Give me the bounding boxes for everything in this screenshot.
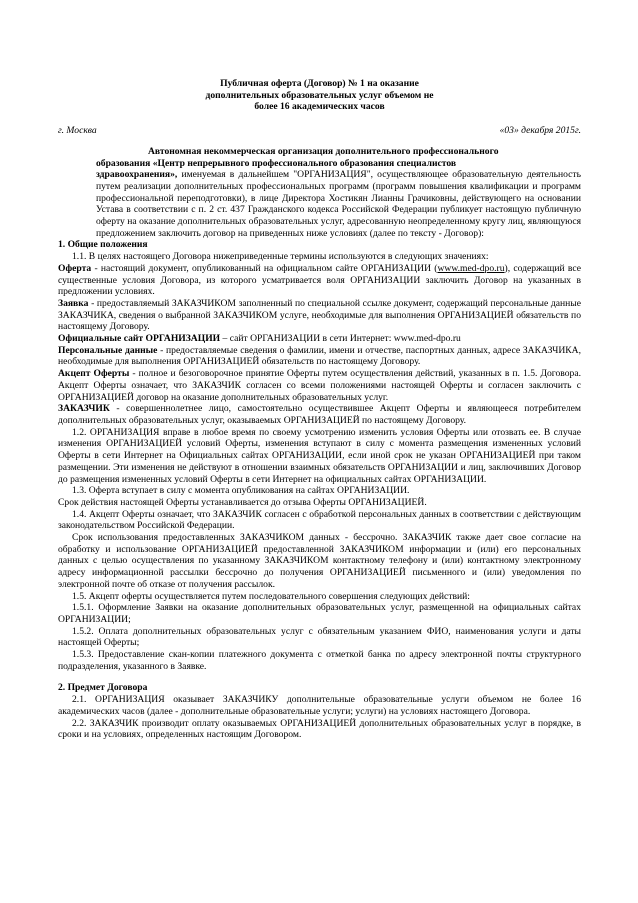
definition-text: - предоставляемые сведения о фамилии, имени и отчестве, паспортных данных, адресе ЗАКАЗЧИКА, необходимые для выполнения ОРГАНИЗАЦИЕЙ обязательств по настоящему Договору.	[58, 344, 581, 368]
definition-personal-data	[58, 345, 581, 368]
term: Оферта	[58, 262, 92, 274]
paragraph-1-4b: Срок использования предоставленных ЗАКАЗЧИКОМ данных - бессрочно. ЗАКАЗЧИК также дает свое согласие на обработку и использование ОРГАНИЗАЦИЕЙ предоставленной ЗАКАЗЧИКОМ информации и (или) его персональных данных с целью осуществления по указанному ЗАКАЗЧИКОМ контактному телефону и (или) контактному электронному адресу информационной рассылки бессрочно до получения ОРГАНИЗАЦИЕЙ письменного и (или) уведомления по электронной почте об отказе от получения рассылок.	[58, 532, 581, 590]
title-line: дополнительных образовательных услуг объемом не	[205, 89, 434, 101]
paragraph-1-5-1: 1.5.1. Оформление Заявки на оказание дополнительных образовательных услуг, размещенной на официальных сайтах ОРГАНИЗАЦИИ;	[58, 602, 581, 625]
paragraph-1-5: 1.5. Акцепт оферты осуществляется путем последовательного совершения следующих действий:	[72, 590, 470, 602]
definition-text: - совершеннолетнее лицо, самостоятельно осуществившее Акцепт Оферты и являющееся потребителем дополнительных образовательных услуг, оказываемых ОРГАНИЗАЦИЕЙ по настоящему Договору.	[58, 403, 581, 426]
paragraph-1-3b: Срок действия настоящей Оферты устанавливается до отзыва Оферты ОРГАНИЗАЦИЕЙ.	[58, 496, 427, 508]
term: ЗАКАЗЧИК	[58, 403, 110, 415]
paragraph-1-3: 1.3. Оферта вступает в силу с момента опубликования на сайтах ОРГАНИЗАЦИИ.	[72, 485, 410, 497]
term: Заявка	[58, 297, 89, 309]
document-title	[180, 78, 460, 113]
section-heading: 1. Общие положения	[58, 239, 148, 251]
section-1	[58, 239, 581, 672]
section-heading: 2. Предмет Договора	[58, 682, 148, 694]
definition-text: - предоставляемый ЗАКАЗЧИКОМ заполненный по специальной ссылке документ, содержащий персональные данные ЗАКАЗЧИКА, сведения о выбранной ЗАКАЗЧИКОМ услуге, необходимые для выполнения ОРГАНИЗАЦИЕЙ обязательств по настоящему Договору.	[58, 297, 581, 333]
site-link[interactable]: www.med-dpo.ru	[393, 333, 461, 345]
preamble-org-line: Автономная некоммерческая организация дополнительного профессионального	[148, 145, 499, 157]
paragraph-2-2: 2.2. ЗАКАЗЧИК производит оплату оказываемых ОРГАНИЗАЦИЕЙ дополнительных образовательных услуг в порядке, в сроки и на условиях, определенных настоящим Договором.	[58, 717, 581, 741]
term: Акцепт Оферты	[58, 368, 130, 380]
definition-accept	[58, 368, 581, 403]
paragraph-1-4: 1.4. Акцепт Оферты означает, что ЗАКАЗЧИК согласен с обработкой персональных данных в соответствии с действующим законодательством Российской Федерации.	[58, 508, 581, 532]
definition-zayavka	[58, 298, 581, 333]
preamble-org-line: образования «Центр непрерывного профессионального образования специалистов	[96, 157, 457, 169]
definition-text: – сайт ОРГАНИЗАЦИИ в сети Интернет:	[220, 333, 394, 345]
preamble-body	[96, 169, 581, 239]
city: г. Москва	[58, 125, 97, 137]
definition-text: ), содержащий все существенные условия Договора, из которого усматривается воля ОРГАНИЗАЦИИ заключить Договор на указанных в предложении условиях.	[58, 262, 581, 298]
definition-oferta	[58, 263, 581, 298]
site-link[interactable]: www.med-dpo.ru	[437, 262, 505, 274]
paragraph-2-1: 2.1. ОРГАНИЗАЦИЯ оказывает ЗАКАЗЧИКУ дополнительные образовательные услуги объемом не более 16 академических часов (далее - дополнительные образовательные услуги; услуги) на условиях настоящего Договора.	[58, 694, 581, 717]
definition-site	[58, 333, 581, 345]
paragraph-1-1: 1.1. В целях настоящего Договора нижеприведенные термины используются в следующих значениях:	[72, 251, 489, 263]
section-gap	[58, 672, 581, 682]
title-line: Публичная оферта (Договор) № 1 на оказание	[220, 78, 419, 89]
definition-customer	[58, 403, 581, 426]
definition-text: - полное и безоговорочное принятие Оферты путем осуществления действий, указанных в п. 1.5. Договора. Акцепт Оферты означает, что ЗАКАЗЧИК согласен со всеми положениями настоящей Оферты и согласен заключить с ОРГАНИЗАЦИЕЙ договор на оказание дополнительных образовательных услуг.	[58, 368, 581, 403]
paragraph-1-2: 1.2. ОРГАНИЗАЦИЯ вправе в любое время по своему усмотрению изменить условия Оферты или отозвать ее. В случае изменения ОРГАНИЗАЦИЕЙ условий Оферты, изменения вступают в силу с момента размещения измененных условий Оферты в сети Интернет на Официальных сайтах ОРГАНИЗАЦИИ, если иной срок не указан ОРГАНИЗАЦИЕЙ при таком размещении. Эти изменения не действуют в отношении взаимных обязательств ОРГАНИЗАЦИИ и лиц, заключивших Договор до размещения измененных условий Оферты в сети Интернет на официальных сайтах ОРГАНИЗАЦИИ.	[58, 426, 581, 485]
term: Персональные данные	[58, 344, 158, 356]
date: «03» декабря 2015г.	[499, 125, 581, 137]
preamble-text: именуемая в дальнейшем "ОРГАНИЗАЦИЯ", осуществляющее образовательную деятельность путем реализации дополнительных профессиональных программ (программ повышения квалификации и программ профессиональной переподготовки), в лице Директора Хостикян Лианны Грачиковны, действующего на основании Устава в соответствии с п. 2 ст. 437 Гражданского кодекса Российской Федерации публикует настоящую публичную оферту на оказание дополнительных образовательных услуг, адресованную неопределенному кругу лиц, являющуюся предложением заключить договор на приведенных ниже условиях (далее по тексту - Договор):	[96, 169, 581, 239]
term: Официальные сайт ОРГАНИЗАЦИИ	[58, 333, 221, 345]
city-date-line	[58, 125, 581, 137]
paragraph-1-5-3: 1.5.3. Предоставление скан-копии платежного документа с отметкой банка по адресу электронной почты структурного подразделения, указанного в Заявке.	[58, 649, 581, 672]
paragraph-1-5-2: 1.5.2. Оплата дополнительных образовательных услуг с обязательным указанием ФИО, наименования услуги и даты настоящей Оферты;	[58, 625, 581, 649]
definition-text: - настоящий документ, опубликованный на официальном сайте ОРГАНИЗАЦИИ (	[91, 262, 438, 274]
preamble-org-name-end: здравоохранения»,	[96, 169, 178, 181]
title-line: более 16 академических часов	[254, 101, 385, 113]
preamble	[58, 146, 581, 240]
section-2	[58, 682, 581, 741]
document-page	[58, 78, 581, 741]
